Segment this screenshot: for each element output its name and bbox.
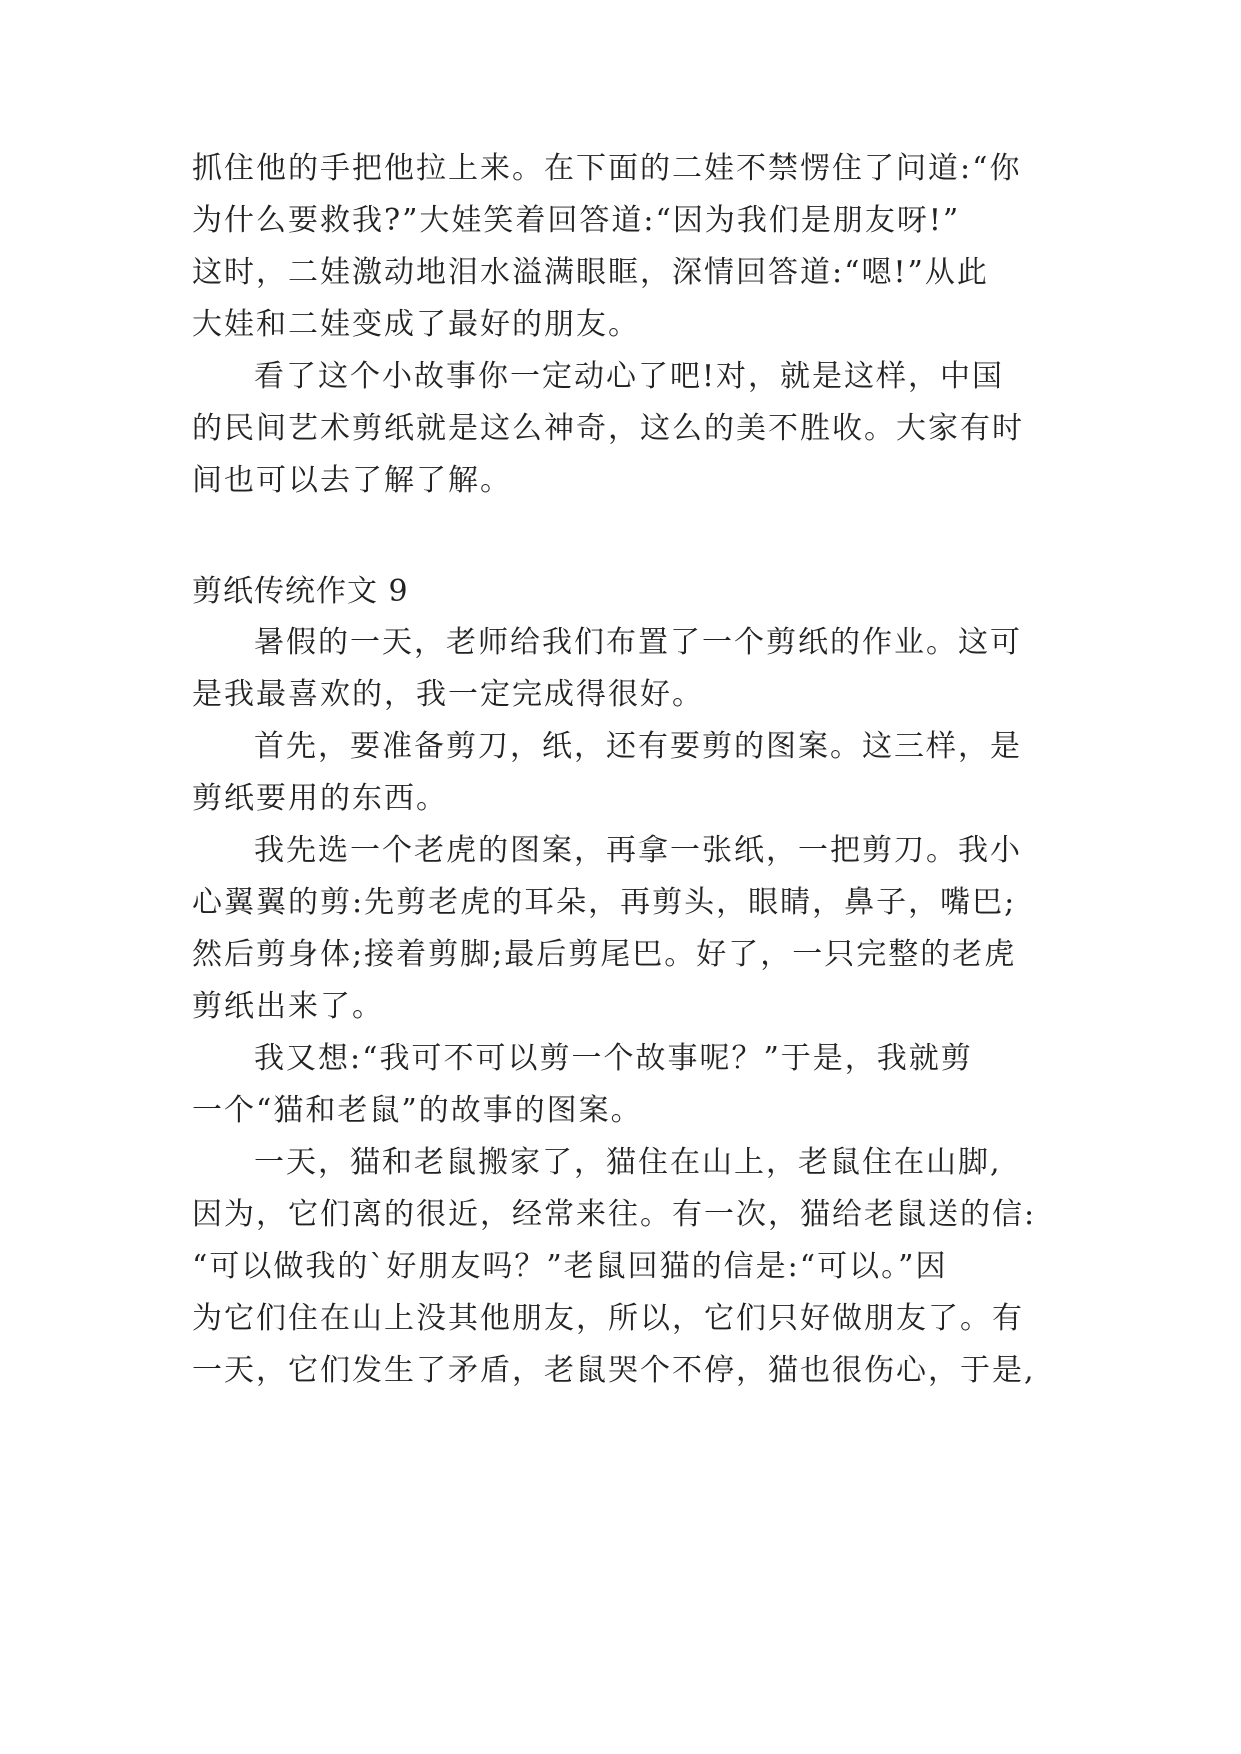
text-line: 心翼翼的剪:先剪老虎的耳朵，再剪头，眼睛，鼻子，嘴巴; [192, 885, 1017, 920]
text-line: 大娃和二娃变成了最好的朋友。 [192, 307, 640, 342]
text-line: 我又想:“我可不可以剪一个故事呢？”于是，我就剪 [254, 1041, 973, 1076]
text-line: 首先，要准备剪刀，纸，还有要剪的图案。这三样，是 [254, 729, 1022, 764]
text-line: 的民间艺术剪纸就是这么神奇，这么的美不胜收。大家有时 [192, 411, 1024, 446]
text-line: 剪纸要用的东西。 [192, 781, 448, 816]
text-line: 是我最喜欢的，我一定完成得很好。 [192, 677, 704, 712]
text-line: 一个“猫和老鼠”的故事的图案。 [192, 1093, 643, 1128]
text-line: 我先选一个老虎的图案，再拿一张纸，一把剪刀。我小 [254, 833, 1022, 868]
text-line: 然后剪身体;接着剪脚;最后剪尾巴。好了，一只完整的老虎 [192, 937, 1017, 972]
text-line: 这时，二娃激动地泪水溢满眼眶，深情回答道:“嗯!”从此 [192, 255, 989, 290]
text-line: 因为，它们离的很近，经常来往。有一次，猫给老鼠送的信: [192, 1197, 1037, 1232]
text-line: 看了这个小故事你一定动心了吧!对，就是这样，中国 [254, 359, 1005, 394]
text-line: 为什么要救我?”大娃笑着回答道:“因为我们是朋友呀!” [192, 203, 961, 238]
text-line: 为它们住在山上没其他朋友，所以，它们只好做朋友了。有 [192, 1301, 1024, 1336]
text-line: 暑假的一天，老师给我们布置了一个剪纸的作业。这可 [254, 625, 1022, 660]
text-line: 剪纸出来了。 [192, 989, 384, 1024]
text-line: 一天，猫和老鼠搬家了，猫住在山上，老鼠住在山脚, [254, 1145, 1002, 1180]
text-line: 抓住他的手把他拉上来。在下面的二娃不禁愣住了问道:“你 [192, 151, 1022, 186]
text-line: “可以做我的`好朋友吗？”老鼠回猫的信是:“可以。”因 [192, 1249, 948, 1284]
section-title: 剪纸传统作文 9 [192, 574, 409, 609]
text-line: 一天，它们发生了矛盾，老鼠哭个不停，猫也很伤心，于是, [192, 1353, 1036, 1388]
text-line: 间也可以去了解了解。 [192, 463, 512, 498]
